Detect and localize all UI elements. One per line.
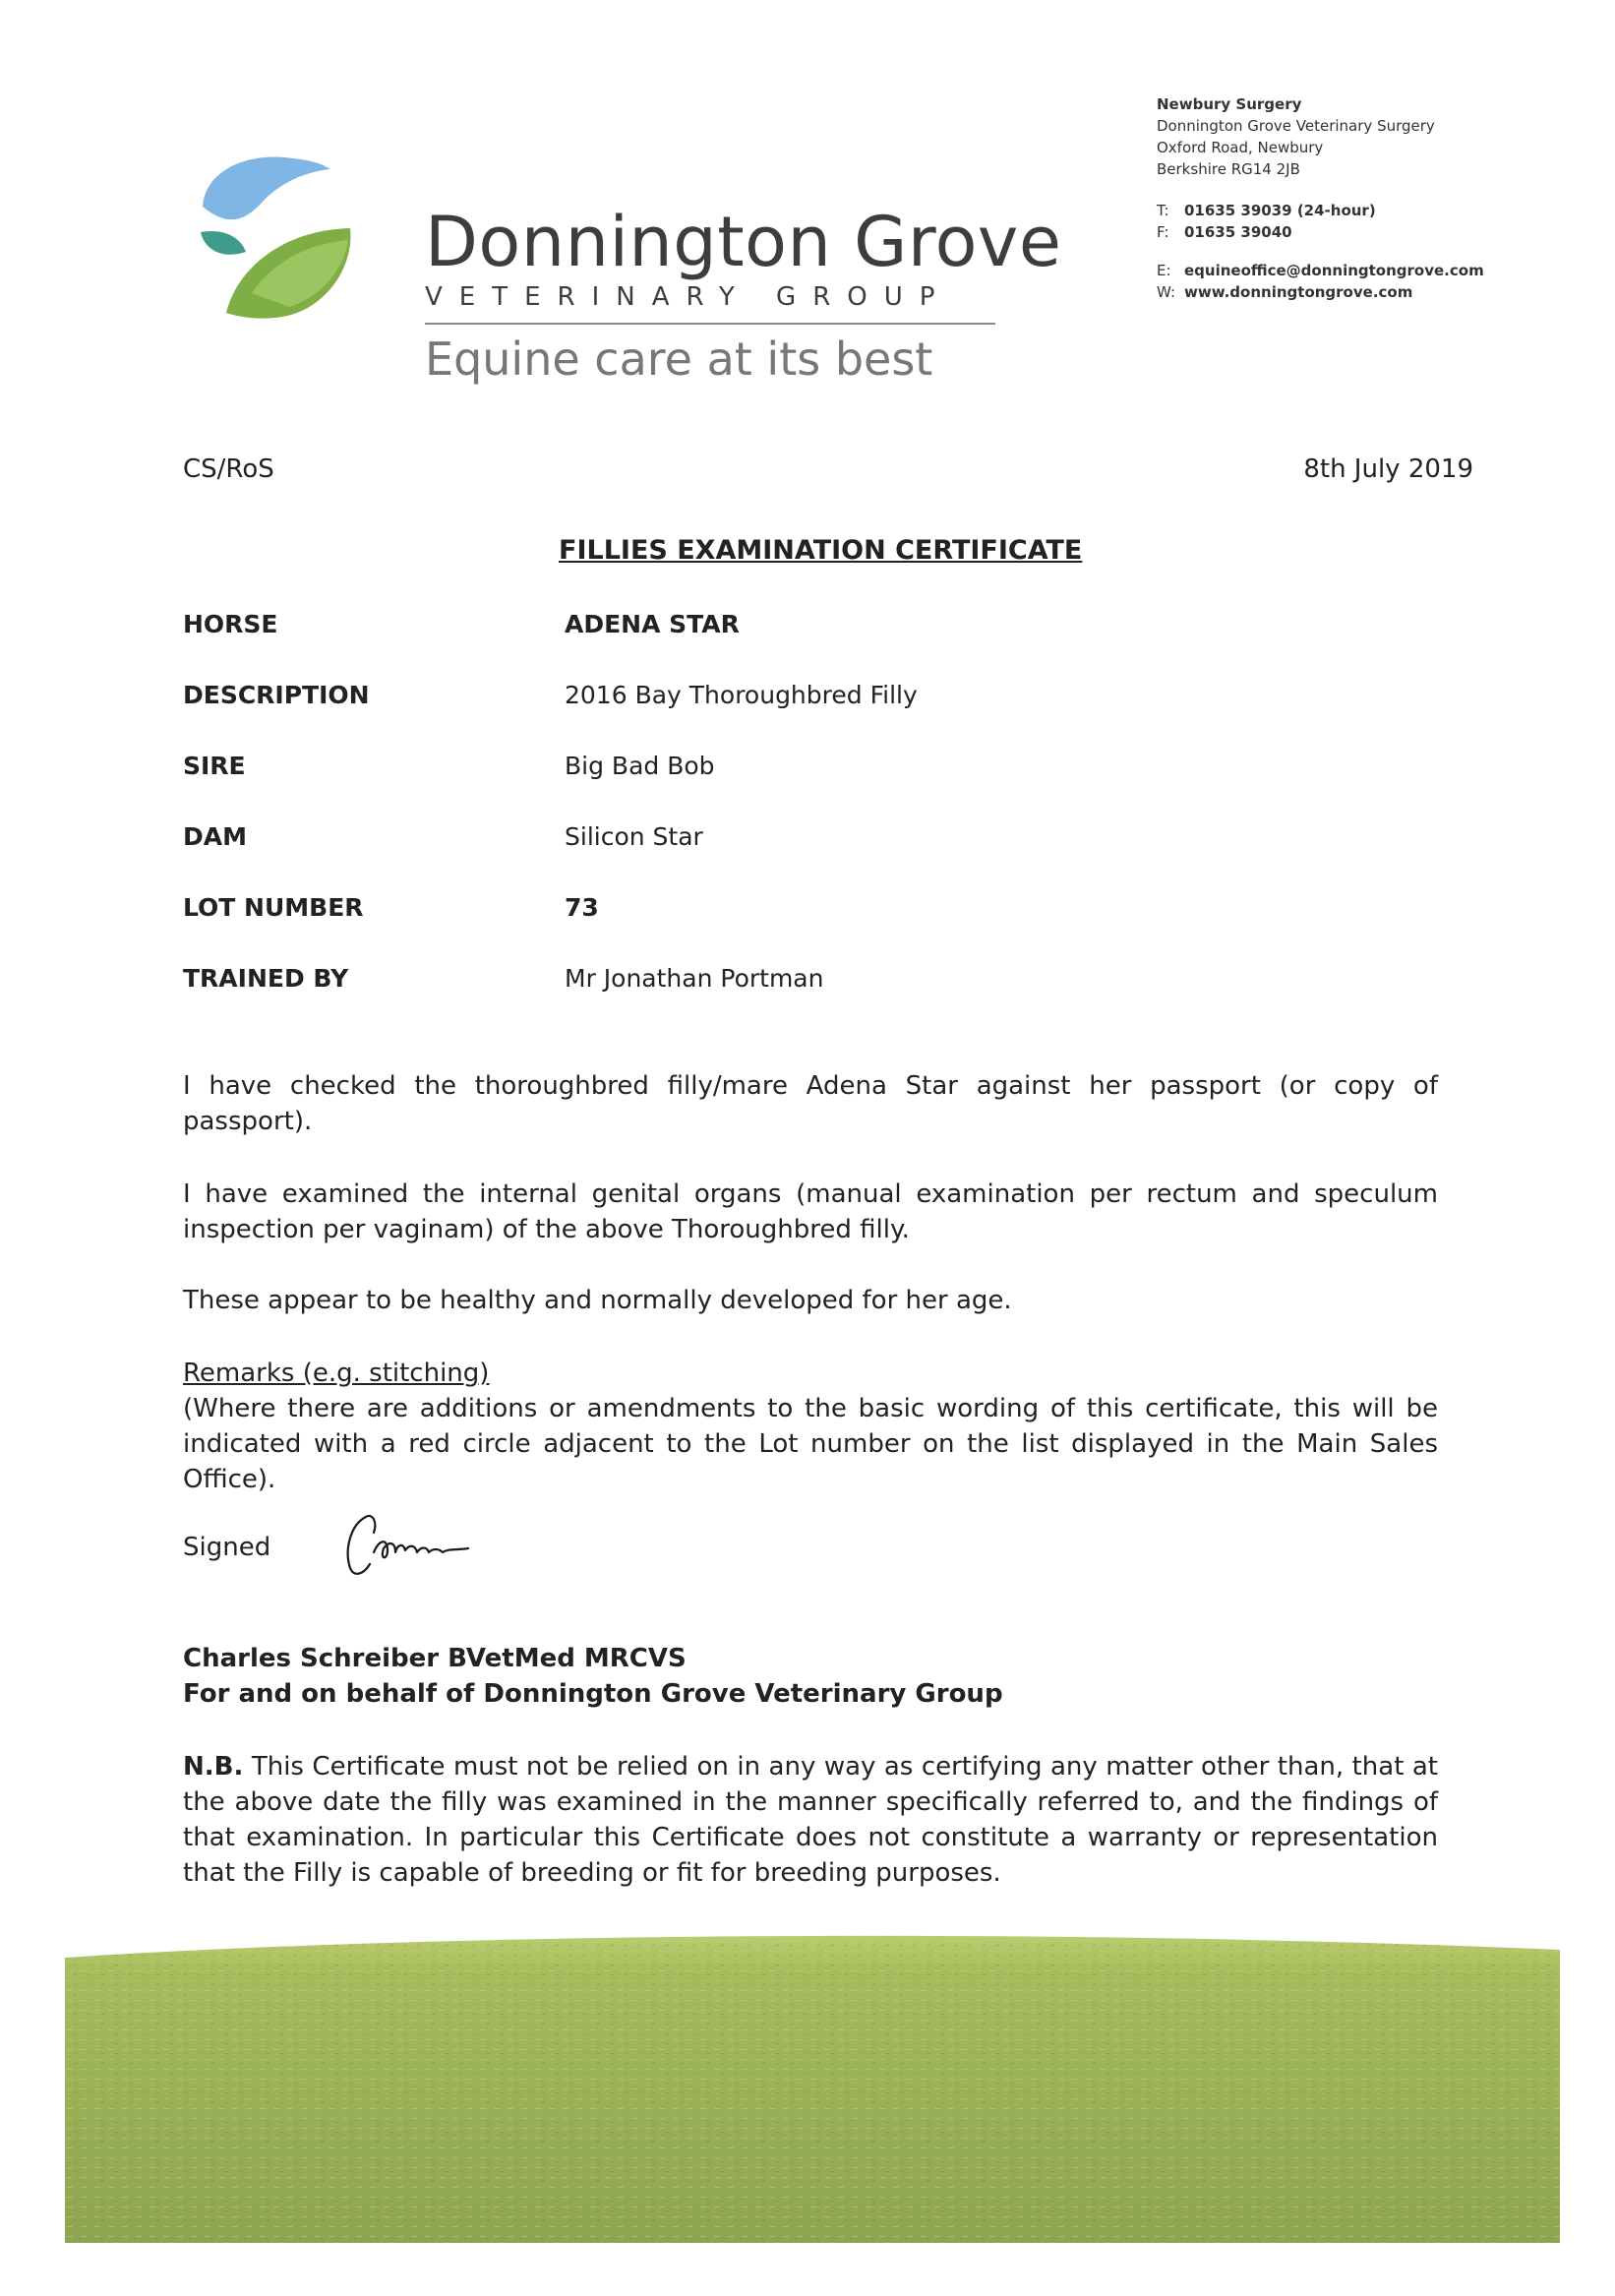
nb-disclaimer <box>183 1749 1438 1891</box>
contact-phone: T: 01635 39039 (24-hour) <box>1157 202 1376 219</box>
contact-fax: F: 01635 39040 <box>1157 223 1292 241</box>
brand-divider <box>425 323 995 325</box>
logo-icon <box>183 146 356 319</box>
contact-email[interactable]: E: equineoffice@donningtongrove.com <box>1157 262 1484 279</box>
nb-label: N.B. <box>183 1752 244 1782</box>
field-label: DESCRIPTION <box>183 681 370 709</box>
signed-label: Signed <box>183 1533 271 1562</box>
address-line-1: Donnington Grove Veterinary Surgery <box>1157 117 1435 135</box>
field-label: TRAINED BY <box>183 964 349 993</box>
brand-subtitle: VETERINARY GROUP <box>425 282 952 312</box>
field-value: Big Bad Bob <box>565 752 715 780</box>
certificate-title: FILLIES EXAMINATION CERTIFICATE <box>559 535 1083 566</box>
signatory <box>183 1641 1003 1712</box>
field-label: HORSE <box>183 610 278 638</box>
field-value: 2016 Bay Thoroughbred Filly <box>565 681 918 709</box>
field-row-sire <box>183 752 1442 791</box>
signature-icon <box>340 1503 478 1582</box>
field-label: DAM <box>183 822 247 851</box>
address-line-3: Berkshire RG14 2JB <box>1157 160 1300 178</box>
paragraph-passport-check: I have checked the thoroughbred filly/mare Adena Star against her passport (or copy of passport). <box>183 1071 1438 1136</box>
signatory-organisation: For and on behalf of Donnington Grove Veterinary Group <box>183 1679 1003 1709</box>
footer-field-banner <box>65 1928 1560 2243</box>
contact-website[interactable]: W: www.donningtongrove.com <box>1157 283 1413 301</box>
letter-reference: CS/RoS <box>183 454 274 484</box>
signatory-name: Charles Schreiber BVetMed MRCVS <box>183 1644 687 1673</box>
address-title: Newbury Surgery <box>1157 95 1302 113</box>
nb-text: This Certificate must not be relied on in any way as certifying any matter other than, that at the above date the filly was examined in the manner specifically referred to, and the findings of that examination. In particular this Certificate does not constitute a warranty or representation that the Filly is capable of breeding or fit for breeding purposes. <box>183 1752 1439 1888</box>
brand-tagline: Equine care at its best <box>425 332 933 386</box>
field-row-description <box>183 681 1442 720</box>
field-row-dam <box>183 822 1442 862</box>
remarks-block <box>183 1356 1438 1497</box>
field-row-horse <box>183 610 1442 649</box>
field-label: LOT NUMBER <box>183 893 364 922</box>
paragraph-findings: These appear to be healthy and normally developed for her age. <box>183 1286 1012 1315</box>
field-value: ADENA STAR <box>565 610 740 638</box>
field-value: Silicon Star <box>565 822 703 851</box>
remarks-text: (Where there are additions or amendments to the basic wording of this certificate, this will be indicated with a red circle adjacent to the Lot number on the list displayed in the Main Sales Office). <box>183 1394 1438 1494</box>
field-label: SIRE <box>183 752 246 780</box>
paragraph-examination: I have examined the internal genital organs (manual examination per rectum and speculum inspection per vaginam) of the above Thoroughbred filly. <box>183 1179 1438 1244</box>
address-line-2: Oxford Road, Newbury <box>1157 139 1324 156</box>
field-row-trained-by <box>183 964 1442 1003</box>
field-row-lot-number <box>183 893 1442 933</box>
letter-date: 8th July 2019 <box>1303 454 1473 484</box>
field-value: Mr Jonathan Portman <box>565 964 824 993</box>
field-value: 73 <box>565 893 599 922</box>
brand-name: Donnington Grove <box>425 202 1062 282</box>
remarks-heading: Remarks (e.g. stitching) <box>183 1359 490 1388</box>
